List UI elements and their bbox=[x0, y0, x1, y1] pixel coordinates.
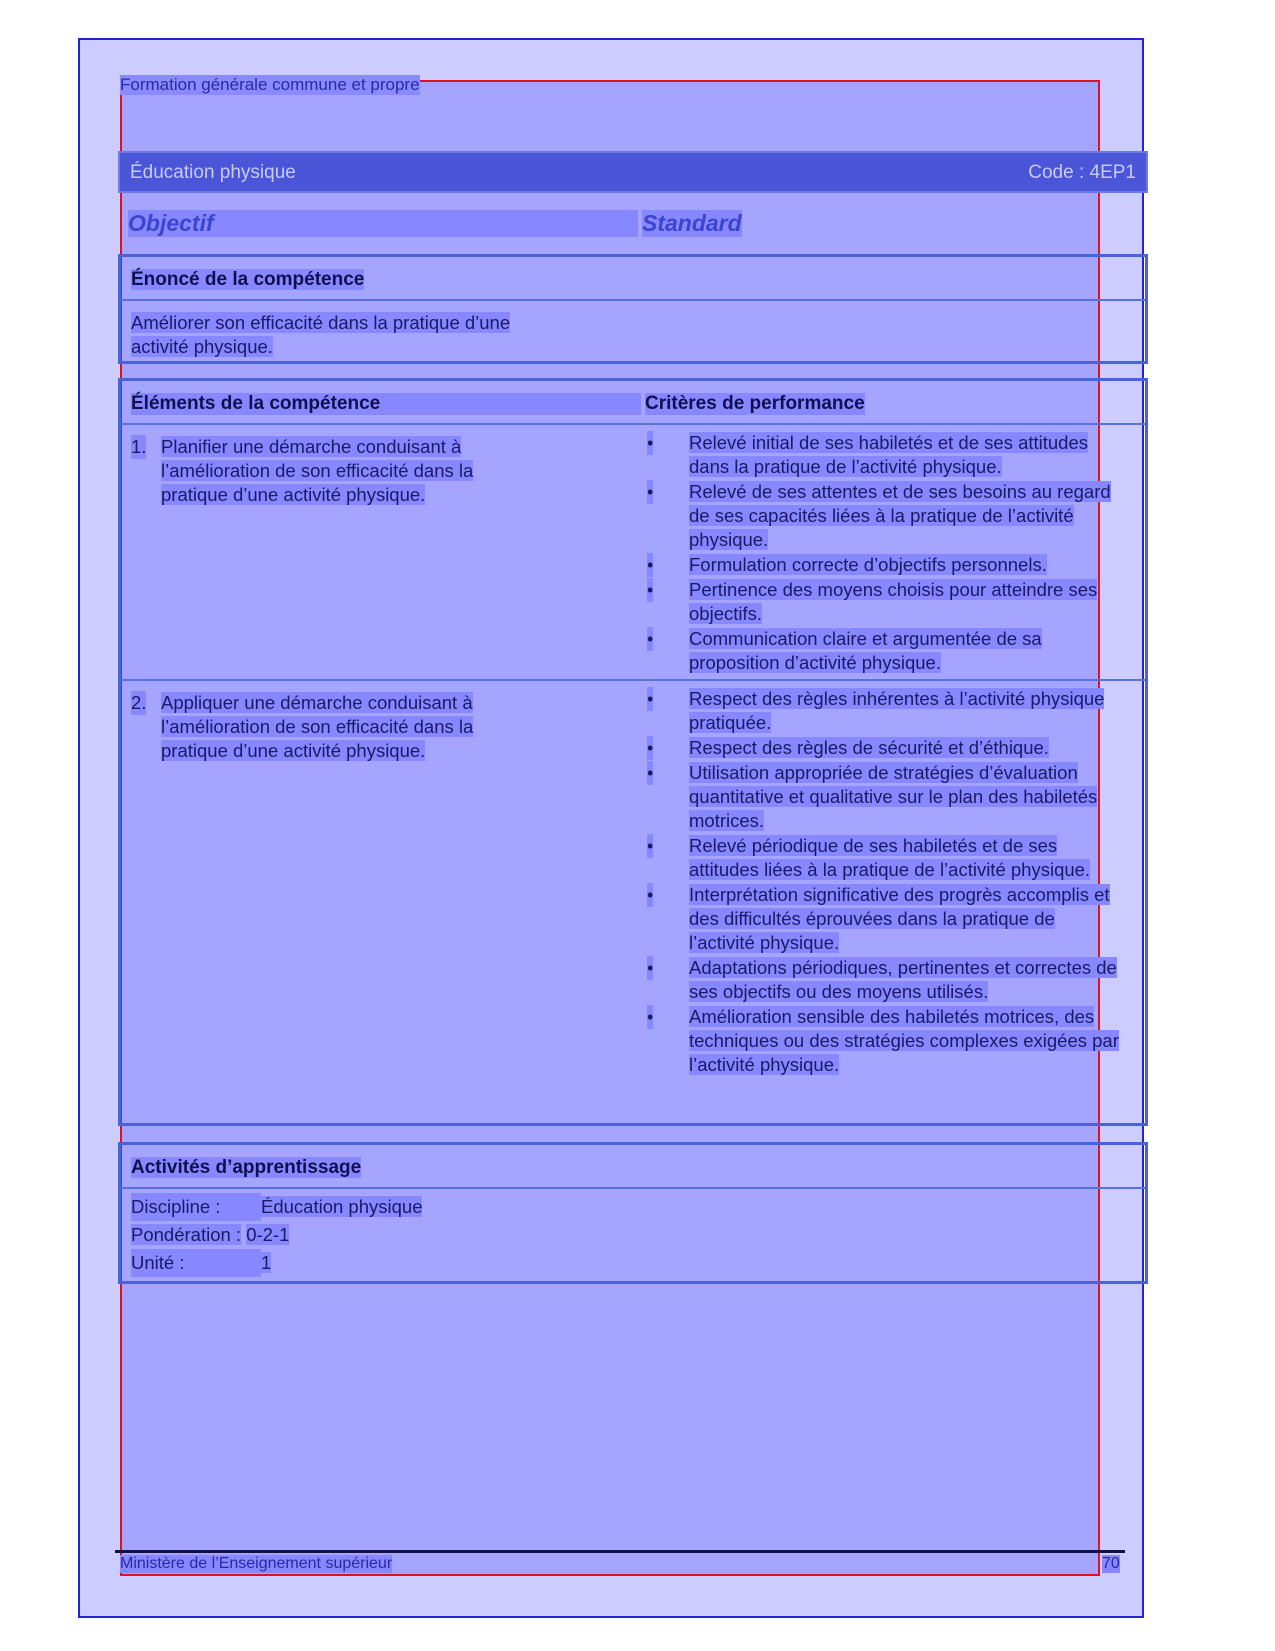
table-row bbox=[121, 425, 1145, 681]
criteria-list bbox=[645, 431, 1125, 675]
bullet-icon: • bbox=[647, 836, 654, 856]
course-title-bar bbox=[118, 151, 1148, 193]
criteria-list bbox=[645, 687, 1125, 1077]
bullet-icon: • bbox=[647, 580, 654, 600]
list-item: • Adaptations périodiques, pertinentes et correctes de ses objectifs ou des moyens utilisés. bbox=[647, 957, 1117, 1002]
course-title: Éducation physique bbox=[130, 162, 296, 183]
list-item: • Utilisation appropriée de stratégies d’évaluation quantitative et qualitative sur le plan des habiletés motrices. bbox=[647, 762, 1098, 831]
element-number: 2. bbox=[131, 692, 147, 713]
discipline-line bbox=[131, 1193, 1135, 1221]
discipline-value: Éducation physique bbox=[261, 1196, 423, 1217]
bullet-icon: • bbox=[647, 1007, 654, 1027]
table-row bbox=[121, 681, 1145, 1121]
unite-label: Unité : bbox=[131, 1249, 261, 1277]
element-text: Planifier une démarche conduisant à l’amélioration de son efficacité dans la pratique d’une activité physique. bbox=[161, 436, 474, 505]
footer-rule bbox=[115, 1550, 1125, 1553]
competence-box bbox=[118, 254, 1148, 364]
unite-line bbox=[131, 1249, 1135, 1277]
ponderation-value: 0-2-1 bbox=[246, 1224, 290, 1245]
elements-column-header: Éléments de la compétence bbox=[131, 393, 641, 415]
footer-ministry: Ministère de l’Enseignement supérieur bbox=[120, 1555, 393, 1572]
ponderation-line bbox=[131, 1221, 1135, 1249]
unite-value: 1 bbox=[261, 1252, 272, 1273]
running-head: Formation générale commune et propre bbox=[120, 75, 420, 94]
bullet-icon: • bbox=[647, 482, 654, 502]
page-number: 70 bbox=[1102, 1555, 1120, 1572]
bullet-icon: • bbox=[647, 433, 654, 453]
objective-heading: Objectif bbox=[128, 210, 638, 237]
list-item: • Relevé de ses attentes et de ses besoins au regard de ses capacités liées à la pratique de l’activité physique. bbox=[647, 481, 1111, 550]
element-number: 1. bbox=[131, 436, 147, 457]
activities-box bbox=[118, 1142, 1148, 1284]
bullet-icon: • bbox=[647, 555, 654, 575]
bullet-icon: • bbox=[647, 689, 654, 709]
standard-heading: Standard bbox=[642, 210, 742, 236]
criteria-column-header: Critères de performance bbox=[645, 393, 865, 414]
ponderation-label: Pondération : bbox=[131, 1224, 242, 1245]
course-code: Code : 4EP1 bbox=[1028, 162, 1136, 183]
list-item: • Relevé initial de ses habiletés et de ses attitudes dans la pratique de l’activité physique. bbox=[647, 432, 1089, 477]
list-item: • Amélioration sensible des habiletés motrices, des techniques ou des stratégies complexes exigées par l’activité physique. bbox=[647, 1006, 1119, 1075]
bullet-icon: • bbox=[647, 958, 654, 978]
bullet-icon: • bbox=[647, 885, 654, 905]
activities-heading: Activités d’apprentissage bbox=[131, 1157, 362, 1178]
competence-heading: Énoncé de la compétence bbox=[131, 269, 365, 290]
list-item: • Relevé périodique de ses habiletés et de ses attitudes liées à la pratique de l’activité physique. bbox=[647, 835, 1091, 880]
list-item: • Respect des règles de sécurité et d’éthique. bbox=[647, 737, 1049, 758]
list-item: • Interprétation significative des progrès accomplis et des difficultés éprouvées dans la pratique de l’activité physique. bbox=[647, 884, 1110, 953]
bullet-icon: • bbox=[647, 738, 654, 758]
bullet-icon: • bbox=[647, 763, 654, 783]
list-item: • Formulation correcte d’objectifs personnels. bbox=[647, 554, 1047, 575]
list-item: • Pertinence des moyens choisis pour atteindre ses objectifs. bbox=[647, 579, 1098, 624]
discipline-label: Discipline : bbox=[131, 1193, 261, 1221]
competence-statement: Améliorer son efficacité dans la pratique d’une activité physique. bbox=[131, 312, 511, 357]
element-text: Appliquer une démarche conduisant à l’amélioration de son efficacité dans la pratique d’une activité physique. bbox=[161, 692, 474, 761]
elements-table bbox=[118, 378, 1148, 1126]
list-item: • Respect des règles inhérentes à l’activité physique pratiquée. bbox=[647, 688, 1105, 733]
bullet-icon: • bbox=[647, 629, 654, 649]
list-item: • Communication claire et argumentée de sa proposition d’activité physique. bbox=[647, 628, 1042, 673]
